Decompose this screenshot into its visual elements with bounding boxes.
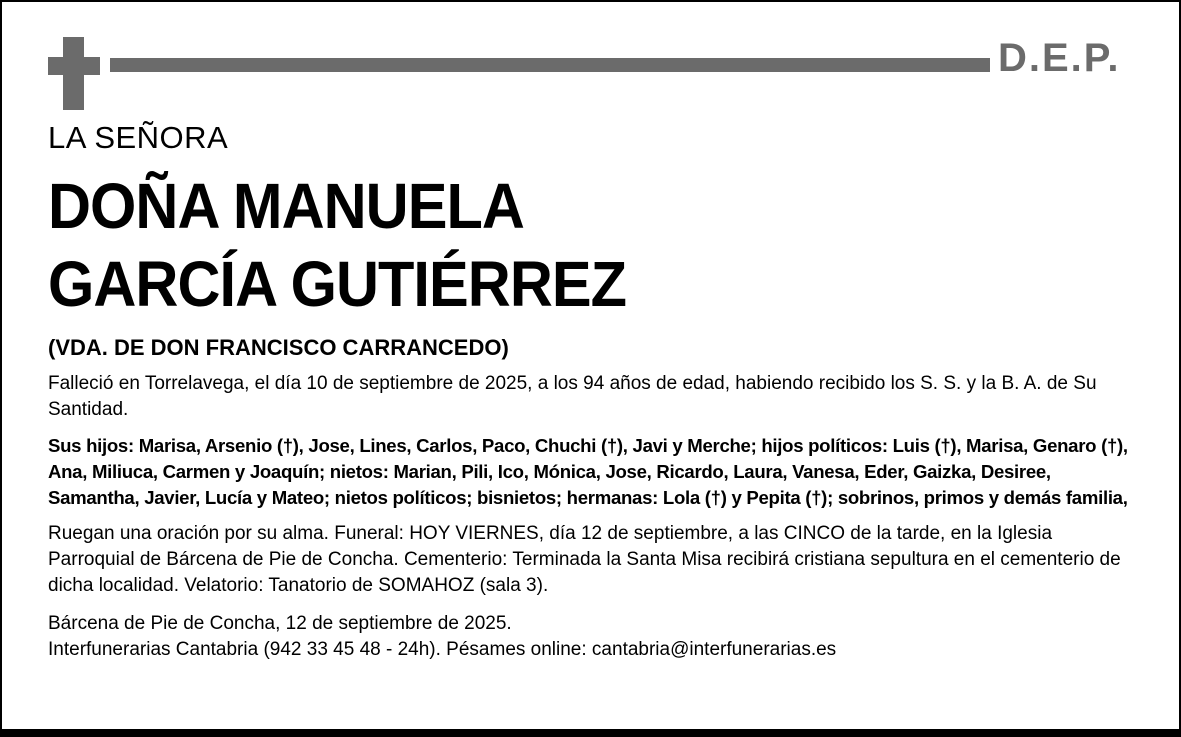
header-rule — [110, 58, 990, 72]
family-list: Sus hijos: Marisa, Arsenio (†), Jose, Lines, Carlos, Paco, Chuchi (†), Javi y Merche; hijos políticos: Luis (†), Marisa, Genaro (†), Ana, Miliuca, Carmen y Joaquín; nietos: Marian, Pili, Ico, Mónica, Jose, Ricardo, Laura, Vanesa, Eder, Gaizka, Desiree, Samantha, Javier, Lucía y Mateo; nietos políticos; bisnietos; hermanas: Lola (†) y Pepita (†); sobrinos, primos y demás familia, — [48, 435, 1128, 508]
deceased-name — [48, 167, 1062, 323]
widow-note: (VDA. DE DON FRANCISCO CARRANCEDO) — [48, 335, 509, 360]
deceased-name-line-1: DOÑA MANUELA — [48, 170, 524, 242]
death-notice: Falleció en Torrelavega, el día 10 de septiembre de 2025, a los 94 años de edad, habiendo recibido los S. S. y la B. A. de Su Santidad. — [48, 373, 1097, 420]
place-date: Bárcena de Pie de Concha, 12 de septiembre de 2025. — [48, 613, 512, 634]
obituary-body — [48, 119, 1138, 663]
dep-label: D.E.P. — [998, 36, 1121, 80]
deceased-name-line-2: GARCÍA GUTIÉRREZ — [48, 248, 627, 320]
cross-icon-horizontal — [48, 57, 100, 75]
funeral-details: Ruegan una oración por su alma. Funeral: HOY VIERNES, día 12 de septiembre, a las CINCO de la tarde, en la Iglesia Parroquial de Bárcena de Pie de Concha. Cementerio: Terminada la Santa Misa recibirá cristiana sepultura en el cementerio de dicha localidad. Velatorio: Tanatorio de SOMAHOZ (sala 3). — [48, 523, 1121, 596]
title-prefix: LA SEÑORA — [48, 120, 229, 155]
funeral-home-contact: Interfunerarias Cantabria (942 33 45 48 - 24h). Pésames online: cantabria@interfunerarias.es — [48, 639, 837, 660]
